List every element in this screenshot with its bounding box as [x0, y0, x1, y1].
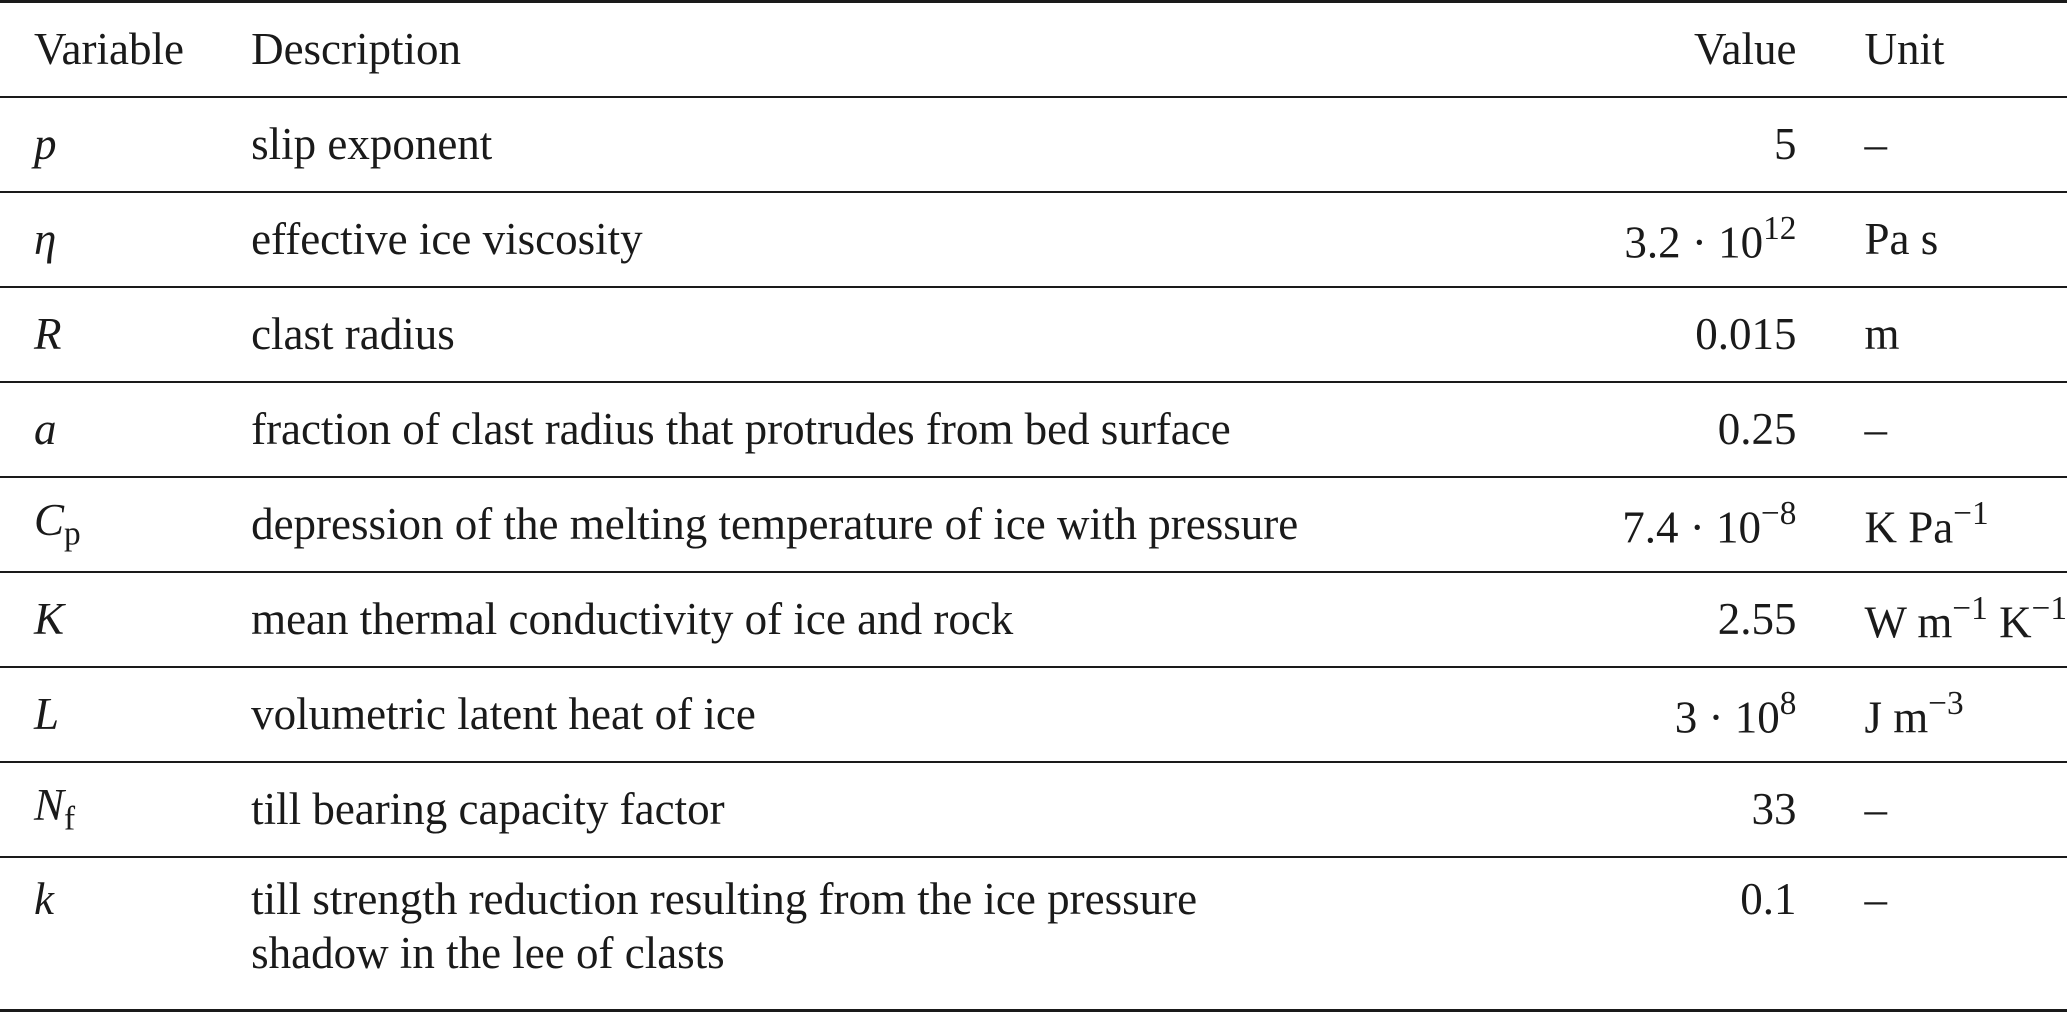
variable-cell: [0, 667, 251, 762]
value-exponent: −8: [1761, 494, 1797, 532]
value-cell: [1622, 477, 1796, 572]
unit-exponent: −3: [1928, 684, 1964, 722]
value-cell: [1622, 192, 1796, 287]
table-header: [0, 2, 2067, 97]
value-base: 3 · 10: [1674, 692, 1780, 743]
variable-cell: [0, 477, 251, 572]
variable-cell: [0, 192, 251, 287]
variable-symbol: C: [34, 495, 65, 546]
value-base: 33: [1751, 784, 1797, 834]
unit-base: Pa s: [1864, 214, 1939, 264]
variable-subscript: f: [64, 800, 76, 838]
unit-cell: [1796, 192, 2067, 287]
variable-symbol: N: [34, 780, 65, 831]
unit-cell: [1796, 857, 2067, 1011]
value-cell: [1622, 762, 1796, 857]
unit-base: –: [1864, 119, 1887, 169]
header-variable: Variable: [34, 24, 184, 75]
value-cell: [1622, 572, 1796, 667]
variable-symbol: k: [34, 873, 54, 924]
unit-cell: [1796, 667, 2067, 762]
table-row: [0, 572, 2067, 667]
description-cell: volumetric latent heat of ice: [251, 689, 756, 739]
description-cell: effective ice viscosity: [251, 214, 643, 264]
description-cell: mean thermal conductivity of ice and rock: [251, 594, 1014, 644]
description-cell: clast radius: [251, 309, 455, 359]
variable-symbol: R: [34, 309, 62, 359]
description-cell: fraction of clast radius that protrudes from bed surface: [251, 404, 1231, 454]
value-base: 0.1: [1740, 873, 1797, 924]
table-row: [0, 287, 2067, 382]
variable-cell: [0, 382, 251, 477]
unit-tail-exponent: −1: [2031, 589, 2067, 627]
unit-tail: K: [1987, 597, 2032, 648]
variable-cell: [0, 287, 251, 382]
value-base: 3.2 · 10: [1624, 217, 1764, 268]
variable-cell: [0, 762, 251, 857]
value-cell: [1622, 382, 1796, 477]
table-row: [0, 382, 2067, 477]
unit-base: W m: [1864, 597, 1953, 648]
header-row: [0, 2, 2067, 97]
unit-cell: [1796, 287, 2067, 382]
unit-exponent: −1: [1952, 589, 1988, 627]
unit-base: m: [1864, 309, 1900, 359]
variable-cell: [0, 857, 251, 1011]
value-cell: [1622, 857, 1796, 1011]
value-base: 2.55: [1717, 594, 1797, 644]
unit-cell: [1796, 572, 2067, 667]
unit-base: –: [1864, 873, 1887, 924]
table-row: [0, 857, 2067, 1011]
header-unit: Unit: [1864, 24, 1945, 75]
header-description: Description: [251, 24, 462, 75]
unit-base: –: [1864, 784, 1887, 834]
variable-cell: [0, 97, 251, 192]
value-exponent: 12: [1763, 209, 1797, 247]
table-body: [0, 97, 2067, 1011]
description-cell: slip exponent: [251, 119, 493, 169]
table-row: [0, 192, 2067, 287]
description-cell: [251, 857, 1622, 1011]
variable-symbol: a: [34, 404, 57, 454]
variable-symbol: K: [34, 594, 65, 644]
value-base: 0.015: [1695, 309, 1797, 359]
table-row: [0, 667, 2067, 762]
unit-cell: [1796, 382, 2067, 477]
unit-base: –: [1864, 404, 1887, 454]
table-row: [0, 477, 2067, 572]
description-cell: depression of the melting temperature of ice with pressure: [251, 499, 1299, 549]
unit-cell: [1796, 97, 2067, 192]
value-base: 5: [1773, 119, 1797, 169]
value-exponent: 8: [1779, 684, 1797, 722]
variable-symbol: p: [34, 119, 57, 169]
header-value: Value: [1693, 24, 1797, 75]
unit-exponent: −1: [1953, 494, 1989, 532]
value-cell: [1622, 667, 1796, 762]
table-row: [0, 97, 2067, 192]
value-base: 7.4 · 10: [1622, 502, 1762, 553]
unit-cell: [1796, 762, 2067, 857]
variable-cell: [0, 572, 251, 667]
variable-symbol: η: [34, 214, 57, 264]
value-base: 0.25: [1717, 404, 1797, 454]
unit-base: K Pa: [1864, 502, 1954, 553]
unit-base: J m: [1864, 692, 1929, 743]
description-cell: till bearing capacity factor: [251, 784, 725, 834]
description-line: till strength reduction resulting from the ice pressure: [251, 873, 1198, 924]
variable-subscript: p: [64, 515, 81, 553]
value-cell: [1622, 287, 1796, 382]
variable-symbol: L: [34, 689, 60, 739]
unit-cell: [1796, 477, 2067, 572]
value-cell: [1622, 97, 1796, 192]
table-row: [0, 762, 2067, 857]
description-line: shadow in the lee of clasts: [251, 927, 725, 978]
